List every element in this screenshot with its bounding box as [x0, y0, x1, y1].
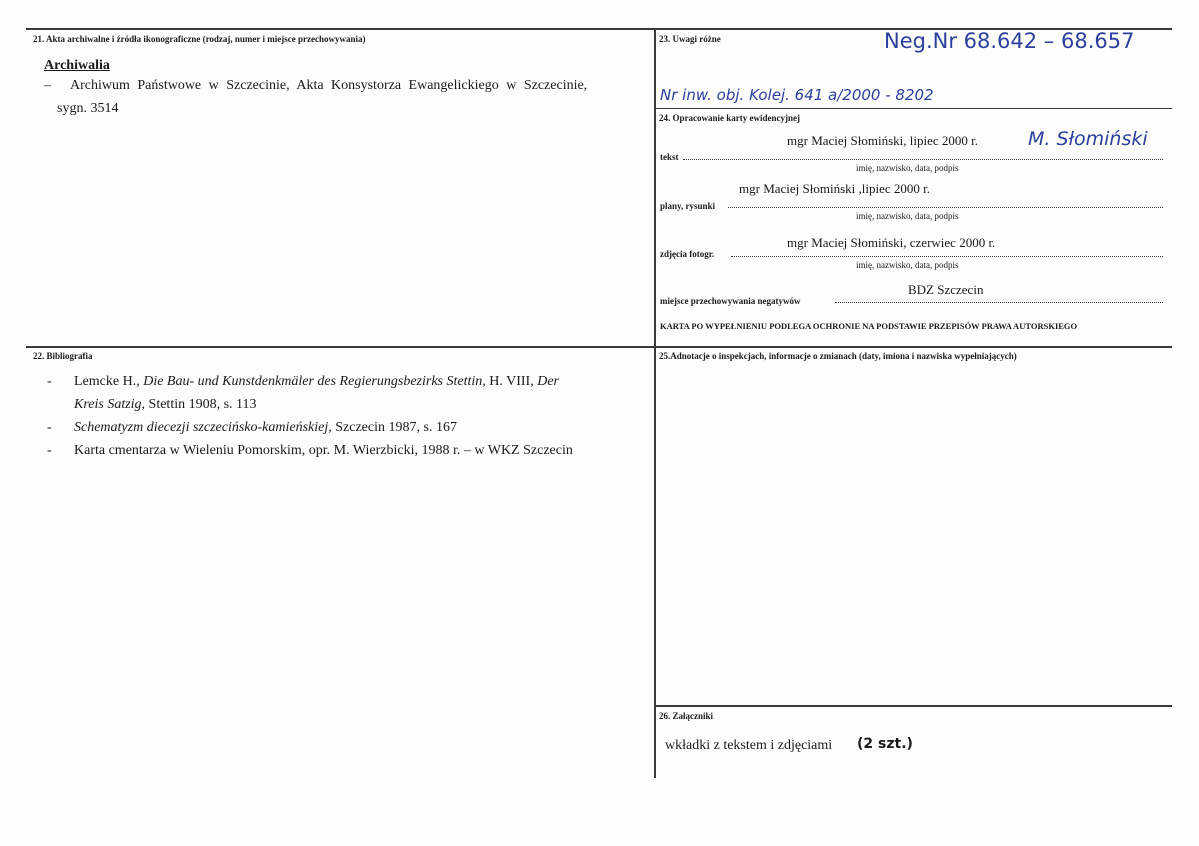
- tekst-signature: M. Słomiński: [1028, 128, 1148, 150]
- tekst-value: mgr Maciej Słomiński, lipiec 2000 r.: [787, 133, 979, 148]
- zdjecia-caption: imię, nazwisko, data, podpis: [856, 260, 959, 270]
- s21-title: 21. Akta archiwalne i źródła ikonograficzne (rodzaj, numer i miejsce przechowywania): [33, 34, 366, 44]
- bib-1-kreis: Kreis Satzig,: [74, 397, 146, 412]
- zdjecia-dotline: [731, 256, 1163, 257]
- bib-item-2: [74, 420, 457, 436]
- s22-dash-1: -: [47, 374, 52, 389]
- tekst-caption: imię, nazwisko, data, podpis: [856, 163, 959, 173]
- bib-item-1-line1: [74, 374, 559, 390]
- center-divider: [654, 28, 656, 778]
- negatywy-value: BDZ Szczecin: [908, 282, 984, 297]
- s22-dash-2: -: [47, 420, 52, 435]
- bib-1-title: Die Bau- und Kunstdenkmäler des Regierungsbezirks Stettin,: [143, 374, 486, 389]
- bib-1-place: Stettin 1908, s. 113: [145, 397, 257, 412]
- plany-label: plany, rysunki: [660, 201, 716, 211]
- s26-value: wkładki z tekstem i zdjęciami: [665, 738, 833, 753]
- s26-title: 26. Załączniki: [659, 711, 714, 721]
- plany-caption: imię, nazwisko, data, podpis: [856, 211, 959, 221]
- bib-1-der: Der: [537, 374, 560, 389]
- s23-inventory-number: Nr inw. obj. Kolej. 641 a/2000 - 8202: [660, 86, 934, 104]
- s26-count: (2 szt.): [857, 736, 913, 752]
- plany-dotline: [728, 207, 1163, 208]
- negatywy-dotline: [835, 302, 1163, 303]
- copyright-notice: KARTA PO WYPEŁNIENIU PODLEGA OCHRONIE NA PODSTAWIE PRZEPISÓW PRAWA AUTORSKIEGO: [660, 321, 1078, 331]
- s22-dash-3: -: [47, 443, 52, 458]
- bib-2-title: Schematyzm diecezji szczecińsko-kamieńskiej: [74, 420, 329, 435]
- zdjecia-label: zdjęcia fotogr.: [660, 249, 715, 259]
- bib-item-3: Karta cmentarza w Wieleniu Pomorskim, opr. M. Wierzbicki, 1988 r. – w WKZ Szczecin: [74, 443, 573, 458]
- s21-line2: sygn. 3514: [57, 101, 119, 116]
- zdjecia-value: mgr Maciej Słomiński, czerwiec 2000 r.: [787, 235, 996, 250]
- s22-title: 22. Bibliografia: [33, 351, 93, 361]
- bib-1-author: Lemcke H.,: [74, 374, 144, 389]
- s26-rule: [655, 705, 1172, 707]
- middle-rule: [26, 346, 1172, 348]
- plany-value: mgr Maciej Słomiński ,lipiec 2000 r.: [739, 181, 931, 196]
- bib-2-place: , Szczecin 1987, s. 167: [328, 420, 457, 435]
- bib-item-1-line2: [74, 397, 257, 413]
- s21-subhead: Archiwalia: [44, 58, 110, 73]
- s24-title: 24. Opracowanie karty ewidencyjnej: [659, 113, 800, 123]
- tekst-dotline: [683, 159, 1163, 160]
- tekst-label: tekst: [660, 152, 679, 162]
- bib-1-volume: H. VIII,: [485, 374, 538, 389]
- negatywy-label: miejsce przechowywania negatywów: [660, 296, 801, 306]
- s21-dash: –: [44, 78, 51, 93]
- s25-title: 25.Adnotacje o inspekcjach, informacje o zmianach (daty, imiona i nazwiska wypełniających): [659, 351, 1017, 361]
- s23-neg-numbers: Neg.Nr 68.642 – 68.657: [884, 29, 1135, 53]
- s23-rule: [655, 108, 1172, 109]
- s21-line1: Archiwum Państwowe w Szczecinie, Akta Konsystorza Ewangelickiego w Szczecinie,: [70, 78, 588, 93]
- s23-title: 23. Uwagi różne: [659, 34, 721, 44]
